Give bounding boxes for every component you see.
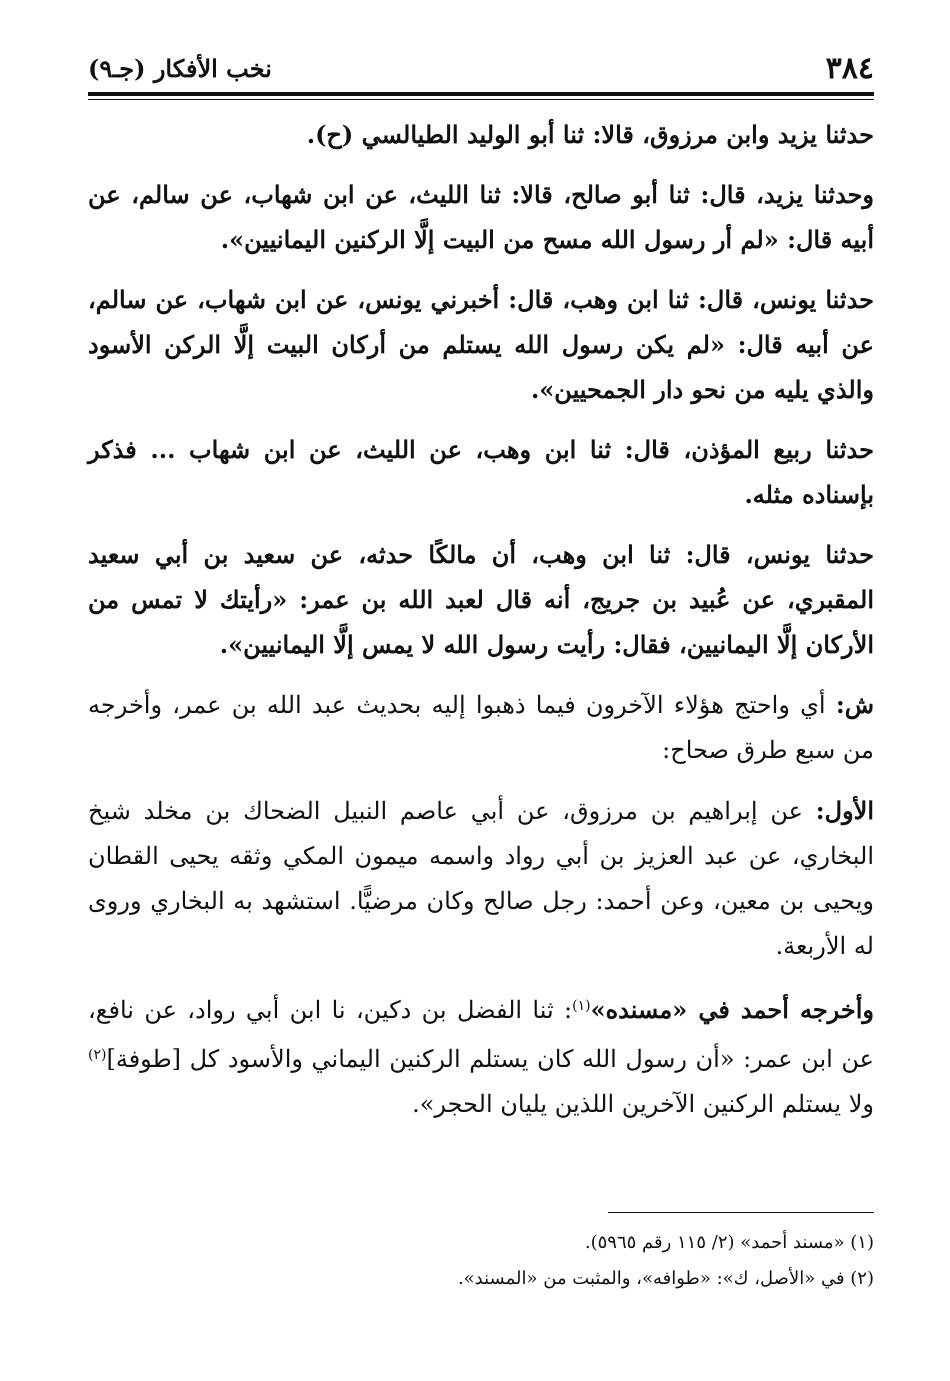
paragraph-2: وحدثنا يزيد، قال: ثنا أبو صالح، قالا: ثنا الليث، عن ابن شهاب، عن سالم، عن أبيه قال: «لم أر رسول الله مسح من البيت إلَّا الركنين اليمانيين». (88, 180, 874, 254)
paragraph-7-body: عن إبراهيم بن مرزوق، عن أبي عاصم النبيل الضحاك بن مخلد شيخ البخاري، عن عبد العزيز بن أبي رواد واسمه ميمون المكي وثقه يحيى القطان ويحيى بن معين، وعن أحمد: رجل صالح وكان مرضيًّا. استشهد به البخاري وروى له الأربعة. (88, 797, 874, 960)
paragraph-6-lead: ش: (835, 690, 874, 719)
paragraph-8-lead: وأخرجه أحمد في «مسنده» (590, 995, 874, 1024)
paragraph-1: حدثنا يزيد وابن مرزوق، قالا: ثنا أبو الوليد الطيالسي (ح). (306, 120, 874, 149)
paragraph-8-body-end: ولا يستلم الركنين الآخرين اللذين يليان الحجر». (412, 1090, 874, 1118)
paragraph-4: حدثنا ربيع المؤذن، قال: ثنا ابن وهب، عن الليث، عن ابن شهاب ... فذكر بإسناده مثله. (88, 435, 874, 509)
header-rule-thin (88, 99, 874, 100)
header-rule-thick (88, 92, 874, 96)
paragraph-8 (88, 984, 874, 1127)
footnote-ref-1[interactable]: (١) (572, 998, 591, 1014)
paragraph-8-body: : ثنا الفضل بن دكين، نا ابن أبي رواد، عن نافع، عن ابن عمر: «أن رسول الله كان يستلم الركنين اليماني والأسود كل [طوفة] (88, 996, 874, 1073)
page-number: ٣٨٤ (825, 50, 874, 86)
page-header (88, 48, 874, 88)
paragraph-6-body: أي واحتج هؤلاء الآخرون فيما ذهبوا إليه بحديث عبد الله بن عمر، وأخرجه من سبع طرق صحاح: (88, 691, 874, 764)
paragraph-5: حدثنا يونس، قال: ثنا ابن وهب، أن مالكًا حدثه، عن سعيد بن أبي سعيد المقبري، عن عُبيد بن جريج، أنه قال لعبد الله بن عمر: «رأيتك لا تمس من الأركان إلَّا اليمانيين، فقال: رأيت رسول الله لا يمس إلَّا اليمانيين». (88, 540, 874, 659)
footnote-separator (608, 1212, 874, 1213)
footnotes (88, 1225, 874, 1297)
paragraph-3: حدثنا يونس، قال: ثنا ابن وهب، قال: أخبرني يونس، عن ابن شهاب، عن سالم، عن أبيه قال: «لم يكن رسول الله يستلم من أركان البيت إلَّا الركن الأسود والذي يليه من نحو دار الجمحيين». (88, 285, 874, 404)
book-title: نخب الأفكار (جـ٩) (88, 53, 272, 83)
main-text (88, 112, 874, 1142)
footnote-ref-2[interactable]: (٢) (88, 1047, 107, 1063)
paragraph-6 (88, 682, 874, 773)
footnote-1: (١) «مسند أحمد» (٢/ ١١٥ رقم ٥٩٦٥). (584, 1232, 874, 1253)
paragraph-7 (88, 788, 874, 969)
footnote-2: (٢) في «الأصل، ك»: «طوافه»، والمثبت من «المسند». (457, 1268, 874, 1289)
paragraph-7-lead: الأول: (815, 796, 874, 825)
